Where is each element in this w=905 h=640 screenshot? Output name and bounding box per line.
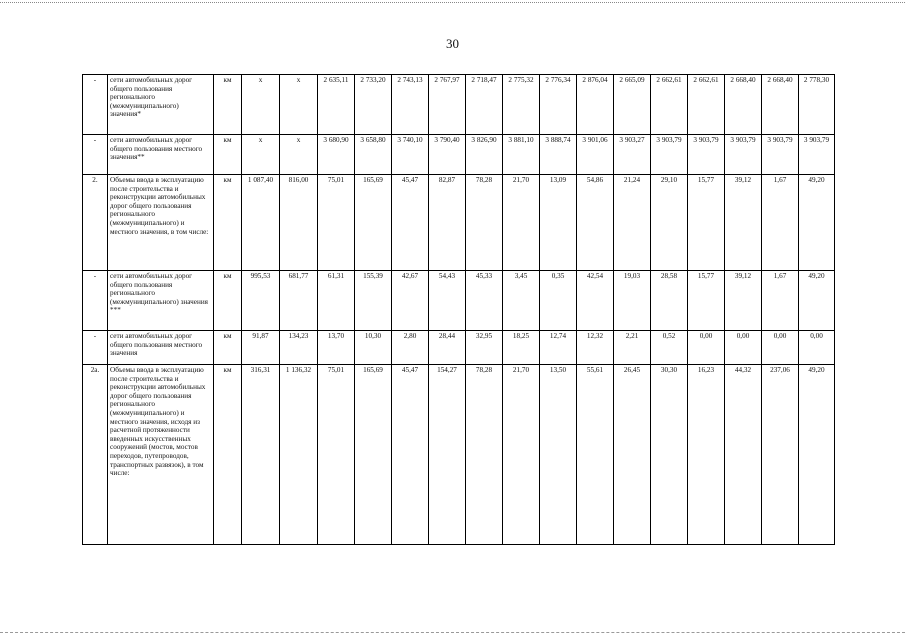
base-value-cell: 316,31 [242, 365, 280, 545]
year-value-cell: 0,35 [540, 271, 577, 331]
indicator-name-cell: сети автомобильных дорог общего пользования местного значения** [108, 135, 214, 175]
base-value-cell: 816,00 [280, 175, 318, 271]
unit-cell: км [214, 271, 242, 331]
year-value-cell: 3 903,79 [799, 135, 835, 175]
year-value-cell: 2 665,09 [614, 75, 651, 135]
year-value-cell: 26,45 [614, 365, 651, 545]
year-value-cell: 12,74 [540, 331, 577, 365]
year-value-cell: 2 718,47 [466, 75, 503, 135]
year-value-cell: 42,67 [392, 271, 429, 331]
year-value-cell: 3 658,80 [355, 135, 392, 175]
year-value-cell: 3 903,79 [688, 135, 725, 175]
year-value-cell: 21,24 [614, 175, 651, 271]
table-row [83, 75, 835, 135]
scan-edge-top [0, 2, 905, 3]
unit-cell: км [214, 75, 242, 135]
base-value-cell: х [242, 135, 280, 175]
year-value-cell: 2 635,11 [318, 75, 355, 135]
year-value-cell: 15,77 [688, 271, 725, 331]
year-value-cell: 21,70 [503, 175, 540, 271]
year-value-cell: 16,23 [688, 365, 725, 545]
year-value-cell: 2,21 [614, 331, 651, 365]
year-value-cell: 42,54 [577, 271, 614, 331]
year-value-cell: 49,20 [799, 175, 835, 271]
year-value-cell: 54,86 [577, 175, 614, 271]
year-value-cell: 237,06 [762, 365, 799, 545]
base-value-cell: 91,87 [242, 331, 280, 365]
year-value-cell: 28,44 [429, 331, 466, 365]
table-row [83, 135, 835, 175]
year-value-cell: 3 680,90 [318, 135, 355, 175]
year-value-cell: 13,09 [540, 175, 577, 271]
year-value-cell: 45,47 [392, 175, 429, 271]
indicator-name-cell: сети автомобильных дорог общего пользования регионального (межмуниципального) значения *** [108, 271, 214, 331]
year-value-cell: 78,28 [466, 175, 503, 271]
row-number-cell: 2а. [83, 365, 108, 545]
indicator-name-cell: Объемы ввода в эксплуатацию после строительства и реконструкции автомобильных дорог общего пользования регионального (межмуниципального) и местного значения, в том числе: [108, 175, 214, 271]
year-value-cell: 29,10 [651, 175, 688, 271]
scan-edge-bottom [0, 632, 905, 633]
year-value-cell: 165,69 [355, 365, 392, 545]
base-value-cell: 1 087,40 [242, 175, 280, 271]
year-value-cell: 2 662,61 [688, 75, 725, 135]
data-table [82, 74, 835, 545]
indicator-name-cell: сети автомобильных дорог общего пользования регионального (межмуниципального) значения* [108, 75, 214, 135]
base-value-cell: 134,23 [280, 331, 318, 365]
year-value-cell: 13,70 [318, 331, 355, 365]
page-number: 30 [446, 36, 459, 51]
year-value-cell: 19,03 [614, 271, 651, 331]
unit-cell: км [214, 331, 242, 365]
year-value-cell: 75,01 [318, 175, 355, 271]
table-row [83, 271, 835, 331]
row-number-cell: 2. [83, 175, 108, 271]
year-value-cell: 2 775,32 [503, 75, 540, 135]
year-value-cell: 0,52 [651, 331, 688, 365]
year-value-cell: 3 826,90 [466, 135, 503, 175]
year-value-cell: 155,39 [355, 271, 392, 331]
base-value-cell: 681,77 [280, 271, 318, 331]
unit-cell: км [214, 175, 242, 271]
year-value-cell: 2 876,04 [577, 75, 614, 135]
year-value-cell: 2 733,20 [355, 75, 392, 135]
year-value-cell: 49,20 [799, 271, 835, 331]
year-value-cell: 44,32 [725, 365, 762, 545]
base-value-cell: х [280, 135, 318, 175]
year-value-cell: 154,27 [429, 365, 466, 545]
table-row [83, 331, 835, 365]
year-value-cell: 45,47 [392, 365, 429, 545]
base-value-cell: х [280, 75, 318, 135]
year-value-cell: 3 903,79 [651, 135, 688, 175]
year-value-cell: 15,77 [688, 175, 725, 271]
year-value-cell: 30,30 [651, 365, 688, 545]
year-value-cell: 0,00 [799, 331, 835, 365]
table-row [83, 175, 835, 271]
year-value-cell: 0,00 [762, 331, 799, 365]
year-value-cell: 3 903,79 [725, 135, 762, 175]
year-value-cell: 3 903,79 [762, 135, 799, 175]
year-value-cell: 13,50 [540, 365, 577, 545]
year-value-cell: 2 776,34 [540, 75, 577, 135]
year-value-cell: 0,00 [725, 331, 762, 365]
year-value-cell: 32,95 [466, 331, 503, 365]
indicator-name-cell: Объемы ввода в эксплуатацию после строительства и реконструкции автомобильных дорог общего пользования регионального (межмуниципального) и местного значения, исходя из расчетной протяженности введенных искусственных сооружений (мостов, мостов переходов, путепроводов, транспортных развязок), в том числе: [108, 365, 214, 545]
year-value-cell: 2 662,61 [651, 75, 688, 135]
year-value-cell: 1,67 [762, 175, 799, 271]
year-value-cell: 1,67 [762, 271, 799, 331]
year-value-cell: 2,80 [392, 331, 429, 365]
table-row [83, 365, 835, 545]
year-value-cell: 12,32 [577, 331, 614, 365]
year-value-cell: 3 790,40 [429, 135, 466, 175]
unit-cell: км [214, 365, 242, 545]
year-value-cell: 49,20 [799, 365, 835, 545]
year-value-cell: 39,12 [725, 175, 762, 271]
year-value-cell: 82,87 [429, 175, 466, 271]
year-value-cell: 28,58 [651, 271, 688, 331]
base-value-cell: 995,53 [242, 271, 280, 331]
base-value-cell: х [242, 75, 280, 135]
row-number-cell: - [83, 75, 108, 135]
year-value-cell: 21,70 [503, 365, 540, 545]
row-number-cell: - [83, 135, 108, 175]
year-value-cell: 75,01 [318, 365, 355, 545]
unit-cell: км [214, 135, 242, 175]
year-value-cell: 3 740,10 [392, 135, 429, 175]
year-value-cell: 3,45 [503, 271, 540, 331]
year-value-cell: 61,31 [318, 271, 355, 331]
year-value-cell: 2 743,13 [392, 75, 429, 135]
year-value-cell: 2 767,97 [429, 75, 466, 135]
year-value-cell: 39,12 [725, 271, 762, 331]
year-value-cell: 2 668,40 [762, 75, 799, 135]
base-value-cell: 1 136,32 [280, 365, 318, 545]
year-value-cell: 2 668,40 [725, 75, 762, 135]
year-value-cell: 0,00 [688, 331, 725, 365]
year-value-cell: 3 901,06 [577, 135, 614, 175]
year-value-cell: 3 903,27 [614, 135, 651, 175]
row-number-cell: - [83, 271, 108, 331]
year-value-cell: 10,30 [355, 331, 392, 365]
year-value-cell: 78,28 [466, 365, 503, 545]
year-value-cell: 18,25 [503, 331, 540, 365]
year-value-cell: 165,69 [355, 175, 392, 271]
indicator-name-cell: сети автомобильных дорог общего пользования местного значения [108, 331, 214, 365]
year-value-cell: 2 778,30 [799, 75, 835, 135]
year-value-cell: 55,61 [577, 365, 614, 545]
year-value-cell: 54,43 [429, 271, 466, 331]
year-value-cell: 3 881,10 [503, 135, 540, 175]
row-number-cell: - [83, 331, 108, 365]
year-value-cell: 3 888,74 [540, 135, 577, 175]
year-value-cell: 45,33 [466, 271, 503, 331]
